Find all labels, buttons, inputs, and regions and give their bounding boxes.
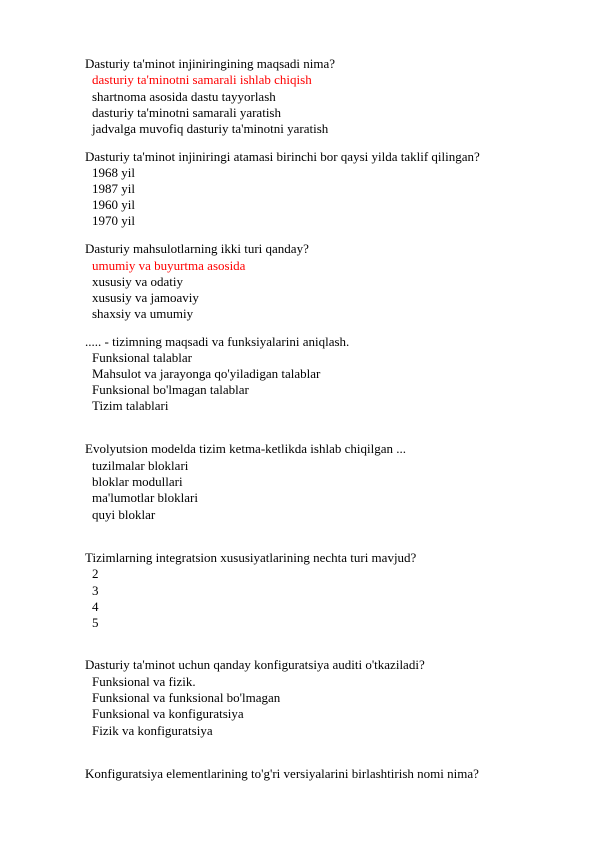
answer-option: Funksional talablar	[92, 350, 193, 365]
answer-option: xususiy va odatiy	[92, 274, 183, 289]
question-text: Konfiguratsiya elementlarining to'g'ri versiyalarini birlashtirish nomi nima?	[85, 766, 479, 781]
question-text: Dasturiy mahsulotlarning ikki turi qanday?	[85, 241, 309, 256]
answer-option: dasturiy ta'minotni samarali yaratish	[92, 105, 281, 120]
question-text: Dasturiy ta'minot injiniringining maqsadi nima?	[85, 56, 336, 71]
answer-option: 1987 yil	[92, 181, 135, 196]
answer-option: 5	[92, 615, 99, 630]
question-text: Tizimlarning integratsion xususiyatlarining nechta turi mavjud?	[85, 550, 417, 565]
answer-option: Funksional va konfiguratsiya	[92, 706, 244, 721]
answer-option: Funksional va fizik.	[92, 674, 196, 689]
question-text: Dasturiy ta'minot uchun qanday konfiguratsiya auditi o'tkaziladi?	[85, 657, 425, 672]
answer-option: xususiy va jamoaviy	[92, 290, 199, 305]
answer-option-highlighted: dasturiy ta'minotni samarali ishlab chiqish	[92, 72, 312, 87]
answer-option: 2	[92, 566, 99, 581]
answer-option: 1960 yil	[92, 197, 135, 212]
answer-option: Funksional bo'lmagan talablar	[92, 382, 249, 397]
answer-option-highlighted: umumiy va buyurtma asosida	[92, 258, 246, 273]
answer-option: Tizim talablari	[92, 398, 169, 413]
answer-option: 4	[92, 599, 99, 614]
answer-option: ma'lumotlar bloklari	[92, 490, 198, 505]
answer-option: 3	[92, 583, 99, 598]
answer-option: shartnoma asosida dastu tayyorlash	[92, 89, 276, 104]
answer-option: Fizik va konfiguratsiya	[92, 723, 213, 738]
answer-option: 1968 yil	[92, 165, 135, 180]
answer-option: tuzilmalar bloklari	[92, 458, 189, 473]
answer-option: Funksional va funksional bo'lmagan	[92, 690, 281, 705]
answer-option: Mahsulot va jarayonga qo'yiladigan talablar	[92, 366, 321, 381]
question-text: Evolyutsion modelda tizim ketma-ketlikda ishlab chiqilgan ...	[85, 441, 406, 456]
answer-option: shaxsiy va umumiy	[92, 306, 194, 321]
question-text: Dasturiy ta'minot injiniringi atamasi birinchi bor qaysi yilda taklif qilingan?	[85, 149, 480, 164]
answer-option: bloklar modullari	[92, 474, 183, 489]
answer-option: 1970 yil	[92, 213, 135, 228]
question-text: ..... - tizimning maqsadi va funksiyalarini aniqlash.	[85, 334, 350, 349]
answer-option: jadvalga muvofiq dasturiy ta'minotni yaratish	[92, 121, 329, 136]
answer-option: quyi bloklar	[92, 507, 156, 522]
